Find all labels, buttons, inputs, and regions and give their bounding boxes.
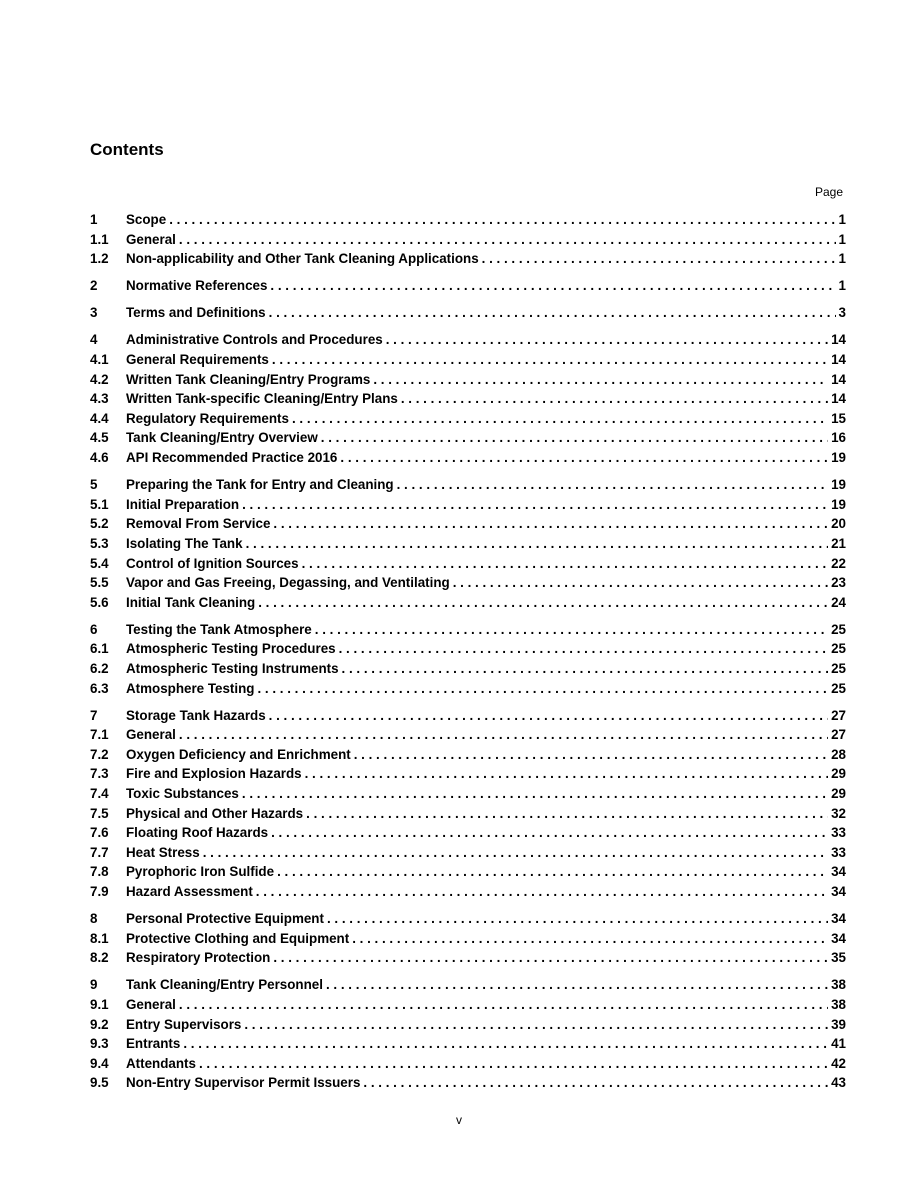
toc-dot-leader [305,766,828,781]
toc-entry-number: 9 [90,977,98,993]
toc-entry-page: 33 [831,825,846,841]
toc-entry[interactable] [90,232,846,252]
toc-dot-leader [183,1036,828,1051]
toc-entry-number: 9.5 [90,1075,109,1091]
toc-entry[interactable] [90,372,846,392]
toc-entry[interactable] [90,977,846,997]
toc-dot-leader [244,1017,828,1032]
toc-entry[interactable] [90,641,846,661]
toc-entry-page: 1 [838,251,846,267]
toc-dot-leader [169,212,835,227]
toc-entry-title: Terms and Definitions [126,305,266,321]
toc-entry-page: 29 [831,786,846,802]
toc-entry-title: Tank Cleaning/Entry Personnel [126,977,323,993]
toc-entry-page: 34 [831,884,846,899]
toc-entry-number: 7.9 [90,884,109,899]
toc-entry-title: Control of Ignition Sources [126,555,299,571]
toc-entry[interactable] [90,681,846,701]
toc-entry[interactable] [90,411,846,431]
toc-entry-title: Storage Tank Hazards [126,707,266,723]
toc-entry-number: 5.1 [90,496,109,512]
toc-dot-leader [327,911,828,926]
toc-entry[interactable] [90,516,846,536]
toc-entry-number: 5.6 [90,594,109,610]
toc-entry-page: 39 [831,1016,846,1032]
toc-entry-page: 33 [831,844,846,860]
toc-entry-page: 23 [831,575,846,591]
toc-entry[interactable] [90,305,846,325]
toc-entry[interactable] [90,497,846,517]
toc-entry-number: 8.1 [90,930,109,946]
toc-group [90,622,846,700]
toc-entry-page: 25 [831,621,846,637]
toc-entry-number: 5.5 [90,575,109,591]
toc-dot-leader [482,251,836,266]
toc-entry-page: 38 [831,977,846,993]
toc-entry-page: 34 [831,930,846,946]
toc-dot-leader [306,806,828,821]
toc-dot-leader [179,727,828,742]
toc-entry-number: 5.4 [90,555,109,571]
toc-dot-leader [273,950,828,965]
toc-entry[interactable] [90,786,846,806]
toc-entry-title: Fire and Explosion Hazards [126,766,302,782]
toc-entry-title: Entry Supervisors [126,1016,242,1032]
toc-entry-title: Hazard Assessment [126,884,253,899]
toc-entry-title: Initial Preparation [126,496,240,512]
toc-entry-title: Written Tank-specific Cleaning/Entry Plans [126,391,398,407]
toc-entry-number: 6.3 [90,680,109,696]
toc-entry-title: General [126,231,176,247]
toc-entry-number: 2 [90,278,98,294]
toc-dot-leader [272,352,828,367]
toc-entry-page: 14 [831,391,846,407]
toc-dot-leader [179,997,828,1012]
toc-entry-title: Vapor and Gas Freeing, Degassing, and Ventilating [126,575,450,591]
toc-entry[interactable] [90,931,846,951]
toc-entry-title: Normative References [126,278,268,294]
toc-entry-title: Attendants [126,1055,196,1071]
toc-entry-title: Preparing the Tank for Entry and Cleaning [126,477,394,493]
toc-dot-leader [342,661,829,676]
toc-entry-title: Physical and Other Hazards [126,805,304,821]
toc-entry-number: 1.1 [90,231,109,247]
toc-entry-title: Scope [126,212,167,227]
toc-entry-page: 41 [831,1036,846,1052]
toc-entry-number: 4.1 [90,352,109,368]
toc-dot-leader [326,977,828,992]
toc-entry-number: 8 [90,911,98,927]
toc-entry-title: Testing the Tank Atmosphere [126,621,312,637]
toc-entry-title: Tank Cleaning/Entry Overview [126,430,318,446]
toc-entry-page: 15 [831,410,846,426]
toc-entry[interactable] [90,727,846,747]
toc-entry-title: Oxygen Deficiency and Enrichment [126,746,351,762]
toc-dot-leader [321,430,828,445]
toc-entry-number: 5.3 [90,535,109,551]
toc-dot-leader [453,575,828,590]
toc-dot-leader [256,884,828,899]
toc-entry[interactable] [90,806,846,826]
toc-dot-leader [363,1075,828,1090]
toc-dot-leader [302,556,829,571]
toc-entry-number: 8.2 [90,950,109,966]
toc-entry-page: 27 [831,707,846,723]
toc-entry-page: 32 [831,805,846,821]
toc-group [90,911,846,970]
toc-dot-leader [199,1056,828,1071]
toc-entry-title: General [126,996,176,1012]
toc-entry[interactable] [90,825,846,845]
toc-entry-title: API Recommended Practice 2016 [126,450,338,466]
page-column-label: Page [814,185,843,199]
toc-entry-number: 4.2 [90,371,109,387]
toc-entry-page: 3 [838,305,846,321]
toc-entry[interactable] [90,477,846,497]
toc-entry-title: Written Tank Cleaning/Entry Programs [126,371,371,387]
toc-entry-page: 1 [838,278,846,294]
toc-group [90,477,846,614]
toc-entry[interactable] [90,251,846,271]
toc-group [90,708,846,904]
toc-entry-title: Toxic Substances [126,786,239,802]
toc-entry-number: 7.2 [90,746,109,762]
toc-dot-leader [277,864,828,879]
toc-entry-title: Floating Roof Hazards [126,825,269,841]
toc-entry-number: 9.2 [90,1016,109,1032]
toc-entry[interactable] [90,278,846,298]
toc-entry[interactable] [90,661,846,681]
toc-entry-page: 34 [831,864,846,880]
toc-entry-number: 7.8 [90,864,109,880]
toc-entry[interactable] [90,212,846,232]
toc-entry-number: 7.5 [90,805,109,821]
toc-entry-page: 20 [831,516,846,532]
toc-entry-page: 27 [831,727,846,743]
toc-entry-page: 21 [831,535,846,551]
toc-entry-title: Initial Tank Cleaning [126,594,256,610]
toc-entry-title: Entrants [126,1036,181,1052]
toc-entry-title: Personal Protective Equipment [126,911,324,927]
toc-entry[interactable] [90,575,846,595]
toc-entry-title: Protective Clothing and Equipment [126,930,350,946]
toc-entry-page: 1 [838,212,846,227]
toc-entry[interactable] [90,864,846,884]
toc-entry[interactable] [90,997,846,1017]
toc-entry-page: 34 [831,911,846,927]
toc-entry-title: Regulatory Requirements [126,410,289,426]
toc-entry-page: 35 [831,950,846,966]
toc-entry-page: 25 [831,660,846,676]
toc-entry[interactable] [90,708,846,728]
toc-dot-leader [339,641,829,656]
page-heading: Contents [90,140,164,159]
toc-entry-number: 5.2 [90,516,109,532]
toc-entry-number: 7 [90,707,98,723]
toc-entry[interactable] [90,911,846,931]
toc-entry-number: 9.3 [90,1036,109,1052]
toc-dot-leader [242,497,828,512]
toc-entry[interactable] [90,1056,846,1076]
toc-entry-number: 6 [90,621,98,637]
toc-entry-number: 9.4 [90,1055,109,1071]
toc-entry-number: 3 [90,305,98,321]
toc-entry-number: 1.2 [90,251,109,267]
toc-entry-title: Atmospheric Testing Instruments [126,660,339,676]
toc-entry[interactable] [90,747,846,767]
toc-entry[interactable] [90,536,846,556]
toc-entry[interactable] [90,430,846,450]
toc-dot-leader [269,305,836,320]
toc-dot-leader [246,536,829,551]
toc-dot-leader [352,931,828,946]
toc-group [90,212,846,271]
toc-entry-number: 4 [90,332,98,348]
toc-entry[interactable] [90,884,846,904]
toc-entry-title: Respiratory Protection [126,950,271,966]
toc-entry-page: 42 [831,1055,846,1071]
toc-entry-title: Non-applicability and Other Tank Cleaning Applications [126,251,479,267]
toc-entry-title: Removal From Service [126,516,271,532]
toc-entry-number: 7.1 [90,727,109,743]
toc-entry-page: 19 [831,450,846,466]
toc-dot-leader [373,372,828,387]
toc-entry[interactable] [90,556,846,576]
toc-entry-number: 7.7 [90,844,109,860]
toc-entry-title: Isolating The Tank [126,535,243,551]
toc-entry-title: General Requirements [126,352,269,368]
toc-dot-leader [258,595,828,610]
toc-entry-page: 28 [831,746,846,762]
toc-entry-title: Atmospheric Testing Procedures [126,641,336,657]
toc-dot-leader [315,622,828,637]
toc-entry[interactable] [90,845,846,865]
toc-entry-page: 25 [831,680,846,696]
toc-dot-leader [242,786,828,801]
toc-entry-number: 5 [90,477,98,493]
toc-entry-title: General [126,727,176,743]
toc-entry[interactable] [90,1017,846,1037]
toc-entry-page: 14 [831,371,846,387]
toc-entry-title: Atmosphere Testing [126,680,255,696]
toc-entry-page: 19 [831,496,846,512]
toc-entry-page: 16 [831,430,846,446]
toc-dot-leader [179,232,836,247]
toc-entry-title: Pyrophoric Iron Sulfide [126,864,275,880]
toc-group [90,278,846,298]
toc-entry-number: 4.4 [90,410,109,426]
toc-dot-leader [257,681,828,696]
toc-dot-leader [271,825,828,840]
toc-entry-number: 4.5 [90,430,109,446]
toc-entry[interactable] [90,1036,846,1056]
toc-group [90,305,846,325]
toc-entry-number: 6.1 [90,641,109,657]
toc-dot-leader [273,516,828,531]
toc-entry-number: 7.6 [90,825,109,841]
toc-entry-title: Heat Stress [126,844,200,860]
toc-dot-leader [401,391,828,406]
toc-entry-number: 9.1 [90,996,109,1012]
toc-entry[interactable] [90,622,846,642]
toc-dot-leader [340,450,828,465]
toc-entry[interactable] [90,766,846,786]
toc-entry-title: Administrative Controls and Procedures [126,332,383,348]
toc-entry-number: 6.2 [90,660,109,676]
toc-entry-page: 25 [831,641,846,657]
toc-dot-leader [292,411,828,426]
toc-entry-page: 1 [838,231,846,247]
toc-entry-number: 4.6 [90,450,109,466]
footer-page-number: v [456,1113,462,1127]
toc-dot-leader [354,747,828,762]
toc-group [90,332,846,469]
toc-entry-page: 14 [831,352,846,368]
toc-entry-number: 7.3 [90,766,109,782]
toc-entry[interactable] [90,595,846,615]
table-of-contents [90,212,846,1102]
toc-entry[interactable] [90,1075,846,1095]
toc-entry[interactable] [90,450,846,470]
toc-dot-leader [386,332,828,347]
toc-entry-page: 38 [831,996,846,1012]
toc-entry[interactable] [90,332,846,352]
toc-entry-page: 29 [831,766,846,782]
toc-entry[interactable] [90,352,846,372]
toc-entry-title: Non-Entry Supervisor Permit Issuers [126,1075,361,1091]
toc-entry-number: 7.4 [90,786,109,802]
toc-entry-page: 14 [831,332,846,348]
toc-entry[interactable] [90,950,846,970]
toc-entry-number: 4.3 [90,391,109,407]
toc-entry-page: 19 [831,477,846,493]
toc-entry-page: 24 [831,594,846,610]
toc-dot-leader [397,477,828,492]
toc-entry[interactable] [90,391,846,411]
toc-group [90,977,846,1095]
toc-dot-leader [203,845,828,860]
toc-entry-number: 1 [90,212,98,227]
toc-dot-leader [269,708,828,723]
toc-dot-leader [270,278,835,293]
toc-entry-page: 43 [831,1075,846,1091]
toc-entry-page: 22 [831,555,846,571]
